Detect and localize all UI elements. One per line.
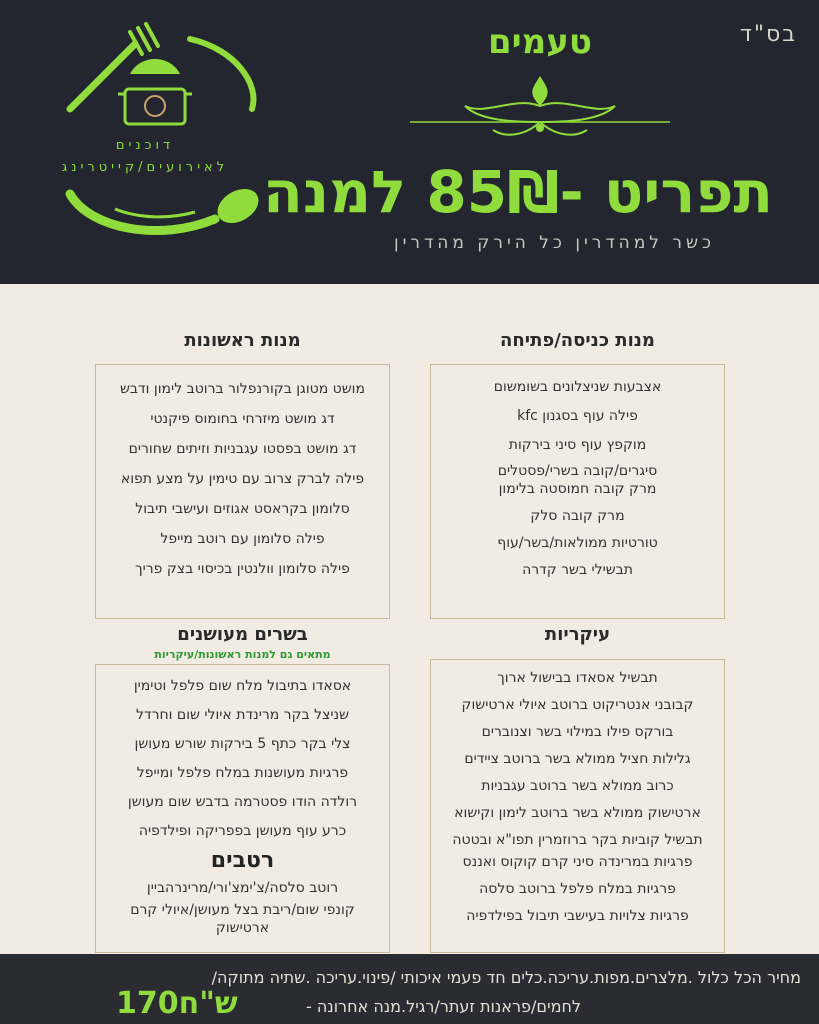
list-item: דג מושט מיזרחי בחומוס פיקנטי bbox=[150, 411, 335, 427]
footer-line-2: לחמים/פראנות זעתר/רגיל.מנה אחרונה - bbox=[305, 997, 581, 1016]
list-item: גלילות חציל ממולא בשר ברוטב ציידים bbox=[464, 751, 691, 767]
list-item: מוקפץ עוף סיני בירקות bbox=[508, 437, 647, 453]
list-item: פרגיות צלויות בעישבי תיבול בפילדפיה bbox=[466, 908, 689, 924]
list-item: טורטיות ממולאות/בשר/עוף bbox=[497, 535, 658, 551]
list-item: דג מושט בפסטו עגבניות וזיתים שחורים bbox=[128, 441, 357, 457]
list-item: צלי בקר כתף 5 בירקות שורש מעושן bbox=[134, 736, 351, 752]
list-item: סיגרים/קובה בשרי/פסטלים bbox=[497, 463, 658, 479]
list-item: רולדה הודו פסטרמה בדבש שום מעושן bbox=[127, 794, 358, 810]
list-item: פרגיות במלח פלפל ברוטב סלסה bbox=[479, 881, 676, 897]
sauces-list bbox=[96, 880, 389, 936]
list-item: קונפי שום/ריבת בצל מעושן/איולי קרם bbox=[130, 902, 355, 918]
ornament-flourish-icon bbox=[405, 66, 675, 146]
list-item: כרע עוף מעושן בפפריקה ופילדפיה bbox=[138, 823, 347, 839]
smoked-title: בשרים מעושנים bbox=[177, 624, 308, 645]
price-tag: 170ש"ח bbox=[116, 986, 238, 1021]
list-item: אצבעות שניצלונים בשומשום bbox=[493, 379, 662, 395]
list-item: סלומון בקראסט אגוזים ועישבי תיבול bbox=[135, 501, 350, 517]
list-item: פילה סלומון עם רוטב מייפל bbox=[160, 531, 325, 547]
list-item: תבשילי בשר קדרה bbox=[522, 562, 633, 578]
mains-title: עיקריות bbox=[544, 624, 611, 645]
list-item: ארטישוק bbox=[215, 920, 270, 936]
list-item: רוטב סלסה/צ'ימצ'ורי/מרינרהביין bbox=[146, 880, 339, 896]
header-banner bbox=[0, 0, 819, 284]
sauces-title: רטבים bbox=[210, 848, 275, 873]
list-item: מושט מטוגן בקורנפלור ברוטב לימון ודבש bbox=[120, 381, 365, 397]
list-item: פרגיות במרינדה סיני קרם קוקוס ואננס bbox=[462, 854, 693, 870]
logo-icon bbox=[30, 14, 280, 254]
list-item: אסאדו בתיבול מלח שום פלפל וטימין bbox=[133, 678, 352, 694]
logo-line-1: דוכנים bbox=[115, 138, 175, 153]
smoked-box bbox=[95, 664, 390, 953]
openers-list bbox=[431, 379, 724, 578]
smoked-list bbox=[96, 678, 389, 839]
footer-line-1: מחיר הכל כלול .מלצרים.מפות.עריכה.כלים חד פעמי איכותי /פינוי.עריכה .שתיה מתוקה/ bbox=[211, 968, 801, 987]
list-item: תבשיל קוביות בקר ברוזמרין תפו"א ובטטה bbox=[452, 832, 703, 848]
smoked-note: מתאים גם למנות ראשונות/עיקריות bbox=[154, 648, 331, 661]
mains-box bbox=[430, 659, 725, 953]
list-item: בורקס פילו במילוי בשר וצנוברים bbox=[481, 724, 674, 740]
firsts-box bbox=[95, 364, 390, 619]
list-item: קבובני אנטריקוט ברוטב איולי ארטישוק bbox=[461, 697, 694, 713]
brand-name: טעמים bbox=[487, 22, 593, 62]
logo-line-2: לאירועים/קייטרינג bbox=[61, 160, 229, 175]
list-item: פילה עוף בסגנון kfc bbox=[517, 408, 638, 424]
list-item: תבשיל אסאדו בבישול ארוך bbox=[497, 670, 658, 686]
list-item: שניצל בקר מרינדת איולי שום וחרדל bbox=[136, 707, 349, 723]
page-title: תפריט -85₪ למנה bbox=[263, 158, 773, 226]
list-item: פרגיות מעושנות במלח פלפל ומייפל bbox=[136, 765, 349, 781]
bsd-mark: בס"ד bbox=[739, 22, 797, 47]
list-item: כרוב ממולא בשר ברוטב עגבניות bbox=[481, 778, 674, 794]
list-item: מרק קובה סלק bbox=[530, 508, 625, 524]
firsts-title: מנות ראשונות bbox=[184, 330, 301, 351]
openers-title: מנות כניסה/פתיחה bbox=[500, 330, 655, 351]
list-item: מרק קובה חמוסטה בלימון bbox=[498, 481, 657, 497]
kosher-subtitle: כשר למהדרין כל הירק מהדרין bbox=[393, 233, 715, 253]
openers-box bbox=[430, 364, 725, 619]
list-item: פילה סלומון וולנטין בכיסוי בצק פריך bbox=[135, 561, 350, 577]
firsts-list bbox=[96, 381, 389, 577]
mains-list bbox=[431, 670, 724, 924]
list-item: פילה לברק צרוב עם טימין על מצע תפוא bbox=[120, 471, 365, 487]
list-item: ארטישוק ממולא בשר ברוטב לימון וקישוא bbox=[454, 805, 701, 821]
